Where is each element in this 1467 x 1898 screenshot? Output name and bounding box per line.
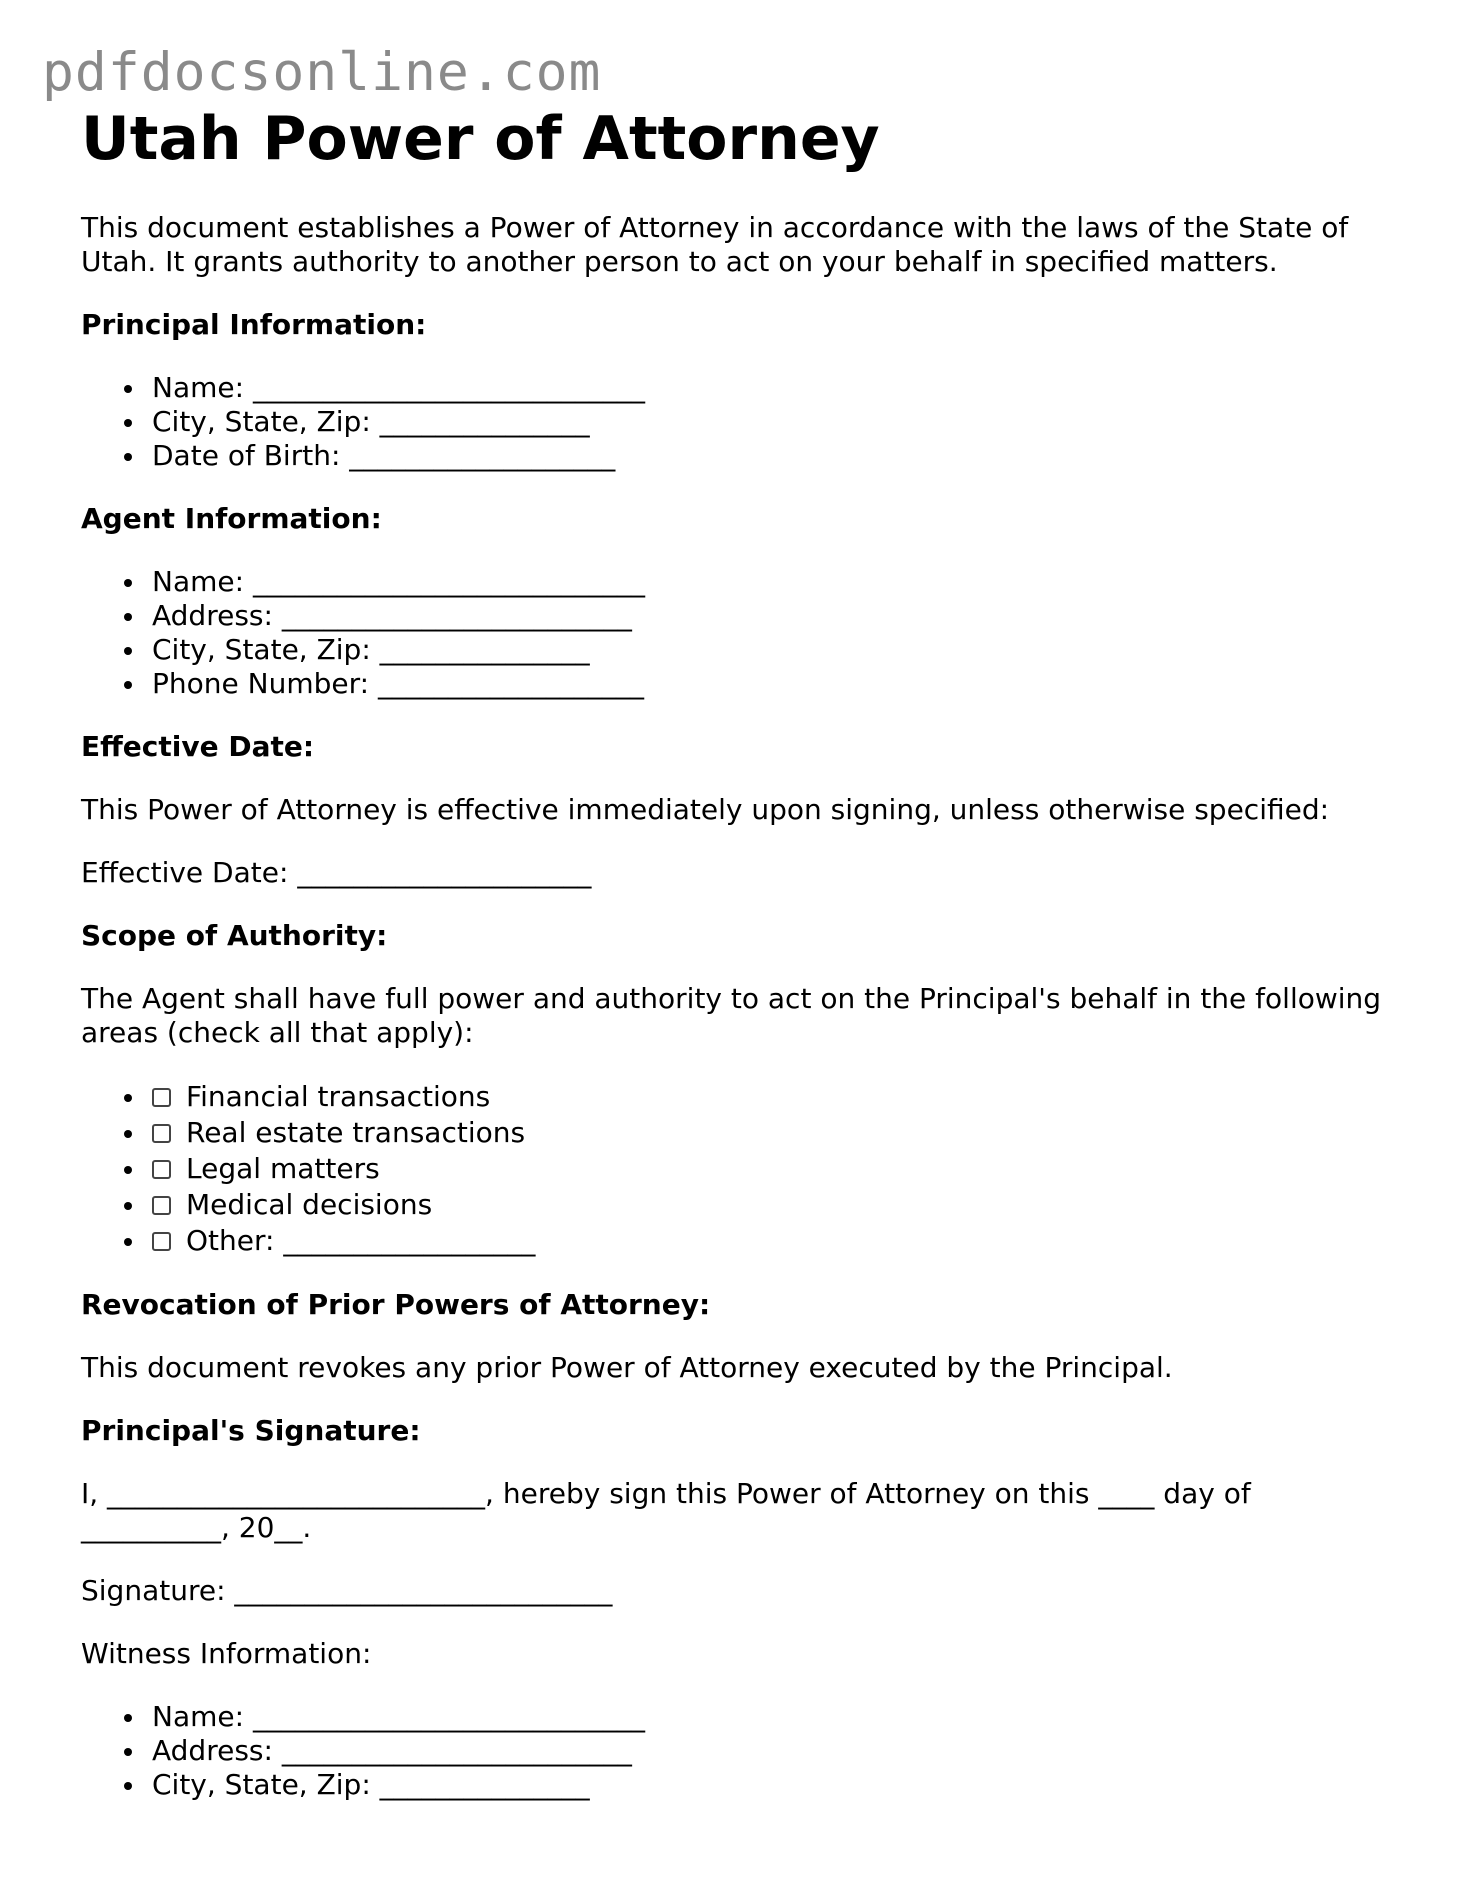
effective-date-field[interactable]: Effective Date: _____________________ — [81, 856, 592, 889]
scope-option-medical[interactable] — [122, 1187, 1401, 1223]
document-title: Utah Power of Attorney — [81, 104, 880, 174]
intro-paragraph: This document establishes a Power of Attorney in accordance with the laws of the State of Utah. It grants authority to another person to act on your behalf in specified matters. — [81, 211, 1349, 278]
option-label: Real estate transactions — [186, 1116, 526, 1149]
scope-option-legal[interactable] — [122, 1151, 1401, 1187]
checkbox[interactable] — [152, 1124, 171, 1143]
agent-address-field[interactable]: Address: _________________________ — [122, 599, 1401, 633]
scope-options — [81, 1079, 1401, 1259]
scope-text: The Agent shall have full power and authority to act on the Principal's behalf in the following areas (check all that apply): — [81, 982, 1382, 1049]
principal-heading: Principal Information: — [81, 308, 427, 341]
agent-name-field[interactable]: Name: ____________________________ — [122, 565, 1401, 599]
witness-address-field[interactable]: Address: _________________________ — [122, 1734, 1401, 1768]
witness-label: Witness Information: — [81, 1637, 372, 1670]
witness-name-field[interactable]: Name: ____________________________ — [122, 1700, 1401, 1734]
agent-fields — [81, 565, 1401, 701]
principal-name-field[interactable]: Name: ____________________________ — [122, 371, 1401, 405]
agent-city-state-zip-field[interactable]: City, State, Zip: _______________ — [122, 633, 1401, 667]
checkbox[interactable] — [152, 1232, 171, 1251]
scope-heading: Scope of Authority: — [81, 919, 388, 952]
option-label: Other: __________________ — [186, 1224, 536, 1257]
option-label: Financial transactions — [186, 1080, 491, 1113]
scope-option-real-estate[interactable] — [122, 1115, 1401, 1151]
revocation-text: This document revokes any prior Power of Attorney executed by the Principal. — [81, 1351, 1173, 1384]
agent-phone-field[interactable]: Phone Number: ___________________ — [122, 667, 1401, 701]
signature-field[interactable]: Signature: ___________________________ — [81, 1574, 613, 1607]
principal-fields — [81, 371, 1401, 473]
agent-heading: Agent Information: — [81, 502, 382, 535]
scope-option-financial[interactable] — [122, 1079, 1401, 1115]
witness-city-state-zip-field[interactable]: City, State, Zip: _______________ — [122, 1768, 1401, 1802]
effective-date-text: This Power of Attorney is effective immediately upon signing, unless otherwise specified: — [81, 793, 1330, 826]
revocation-heading: Revocation of Prior Powers of Attorney: — [81, 1288, 711, 1321]
witness-fields — [81, 1700, 1401, 1802]
option-label: Medical decisions — [186, 1188, 433, 1221]
effective-date-heading: Effective Date: — [81, 730, 315, 763]
signature-heading: Principal's Signature: — [81, 1414, 421, 1447]
checkbox[interactable] — [152, 1196, 171, 1215]
principal-city-state-zip-field[interactable]: City, State, Zip: _______________ — [122, 405, 1401, 439]
checkbox[interactable] — [152, 1088, 171, 1107]
checkbox[interactable] — [152, 1160, 171, 1179]
scope-option-other[interactable] — [122, 1223, 1401, 1259]
document-page — [81, 102, 1401, 1802]
signature-statement[interactable]: I, ___________________________, hereby sign this Power of Attorney on this ____ day of __________, 20__. — [81, 1477, 1251, 1544]
principal-dob-field[interactable]: Date of Birth: ___________________ — [122, 439, 1401, 473]
watermark: pdfdocsonline.com — [42, 42, 602, 103]
option-label: Legal matters — [186, 1152, 380, 1185]
